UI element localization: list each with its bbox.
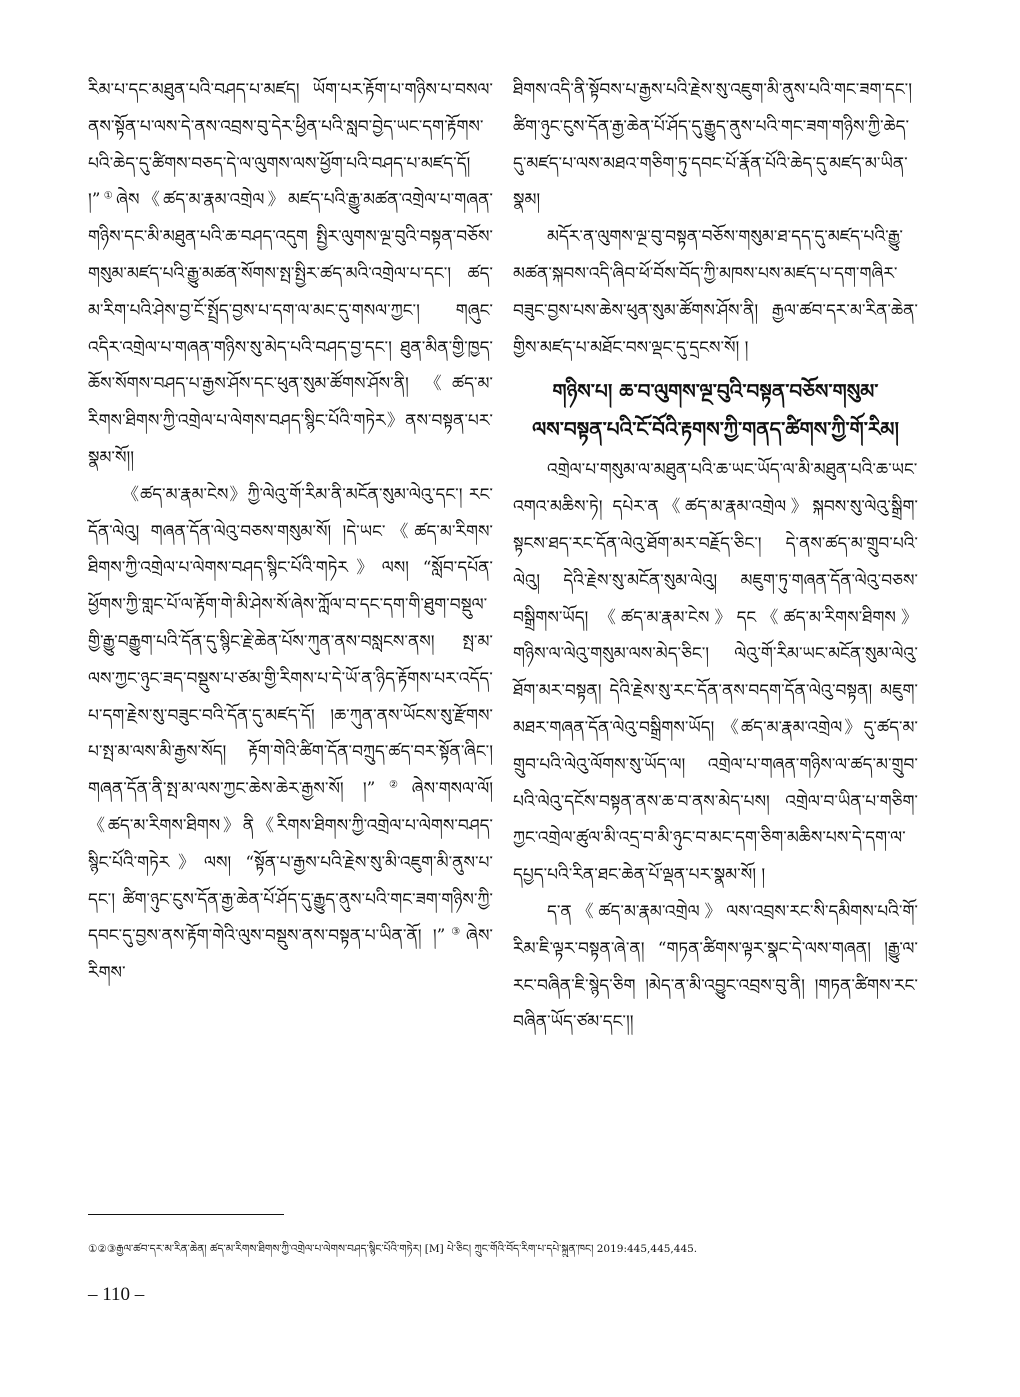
paragraph [88, 72, 493, 477]
paragraph-text: ཞེས་གསལ་ལོ། 《ཚད་མ་རིགས་ཐིགས》ནི《རིགས་ཐིགས་ཀྱི་འགྲེལ་པ་ལེགས་བཤད་སྙིང་པོའི་གཏེར》ལས། “སྟོན་པ་རྒྱས་པའི་རྗེས་སུ་མི་འཇུག་མི་ནུས་པ་དང་། ཚིག་ཉུང་ངུས་དོན་རྒྱ་ཆེན་པོ་ཤོད་དུ་རྒྱུད་ནུས་པའི་གང་ཟག་གཉིས་ཀྱི་དབང་དུ་བྱས་ནས་རྟོག་གེའི་ལུས་བསྡུས་ནས་བསྟན་པ་ཡིན་ནོ། །” [88, 779, 493, 947]
footnote-marker: ③ [445, 926, 467, 938]
paragraph-text: རིམ་པ་དང་མཐུན་པའི་བཤད་པ་མཛད། ཡོག་པར་རྟོག་པ་གཉིས་པ་བསལ་ནས་སྟོན་པ་ལས་དེ་ནས་འབྲས་བུ་དེར་ཕྱིན་པའི་སླབ་བྱེད་ཡང་དག་རྟོགས་པའི་ཆེད་དུ་ཚིགས་བཅད་དེ་ལ་ལུགས་ལས་ཕྱོག་པའི་བཤད་པ་མཛད་དོ། །” [88, 80, 493, 211]
right-column [513, 72, 918, 1041]
heading-line: ལས་བསྟན་པའི་ངོ་བོའི་རྟགས་ཀྱི་གནད་ཚིགས་ཀྱི་གོ་རིམ། [532, 417, 899, 442]
footnote-marker: ② [375, 779, 412, 791]
footnote-markers: ①②③ [88, 1243, 117, 1255]
paragraph-text: 《ཚད་མ་རྣམ་ངེས》ཀྱི་ལེའུ་གོ་རིམ་ནི་མངོན་སུམ་ལེའུ་དང་། རང་དོན་ལེའུ། གཞན་དོན་ལེའུ་བཅས་གསུམ་སོ། །དེ་ཡང་《ཚད་མ་རིགས་ཐིགས་ཀྱི་འགྲེལ་པ་ལེགས་བཤད་སྙིང་པོའི་གཏེར》ལས། “སློབ་དཔོན་ཕྱོགས་ཀྱི་གླང་པོ་ལ་རྟོག་གེ་མི་ཤེས་སོ་ཞེས་ཀློལ་བ་དང་དག་གི་ཐུག་བསྡུལ་གྱི་རྒྱུ་བརྒྱུག་པའི་དོན་དུ་སྙིང་རྗེ་ཆེན་པོས་ཀུན་ནས་བསླངས་ནས། སྤ་མ་ལས་ཀྱང་ཉུང་ཟད་བསྡུས་པ་ཙམ་གྱི་རིགས་པ་དེ་ཡོ་ན་ཉིད་རྟོགས་པར་འདོད་པ་དག་རྗེས་སུ་བཟུང་བའི་དོན་དུ་མཛད་དོ། །ཆ་ཀུན་ནས་ཡོངས་སུ་རྫོགས་པ་སྤ་མ་ལས་མི་རྒྱས་སོད། རྟོག་གེའི་ཚིག་དོན་བཀྲུད་ཚད་བར་སྟོན་ཞིང་། གཞན་དོན་ནི་སྤ་མ་ལས་ཀྱང་ཆེས་ཆེར་རྒྱས་སོ། །” [88, 484, 493, 800]
paragraph [88, 477, 493, 992]
footnote [88, 1241, 920, 1257]
footnote-divider [88, 1214, 284, 1215]
heading-line: གཉིས་པ། ཆ་བ་ལུགས་ལྔ་བུའི་བསྟན་བཅོས་གསུམ་ [552, 379, 879, 404]
footnote-text: རྒྱལ་ཚབ་དར་མ་རིན་ཆེན། ཚད་མ་རིགས་ཐིགས་ཀྱི་འགྲེལ་པ་ལེགས་བཤད་སྙིང་པོའི་གཏེར། [M] པེ་ཅིང། ཀྲུང་གོའི་བོད་རིག་པ་དཔེ་སྐྲུན་ཁང། 2019:445,445,445. [116, 1243, 698, 1255]
page-number: – 110 – [88, 1284, 145, 1305]
paragraph: ཐིགས་འདི་ནི་སྟོབས་པ་རྒྱས་པའི་རྗེས་སུ་འཇུག་མི་ནུས་པའི་གང་ཟག་དང་། ཚིག་ཉུང་ངུས་དོན་རྒྱ་ཆེན་པོ་ཤོད་དུ་རྒྱུད་ནུས་པའི་གང་ཟག་གཉིས་ཀྱི་ཆེད་དུ་མཛད་པ་ལས་མཐའ་གཅིག་ཏུ་དབང་པོ་རྣོན་པོའི་ཆེད་དུ་མཛད་མ་ཡིན་སྣམ། [513, 80, 913, 211]
paragraph-text: ཞེས《ཚད་མ་རྣམ་འགྲེལ》མཛད་པའི་རྒྱུ་མཚན་འགྲེལ་པ་གཞན་གཉིས་དང་མི་མཐུན་པའི་ཆ་བཤད་འདུག སྤྱིར་ལུགས་ལྔ་བུའི་བསྟན་བཅོས་གསུམ་མཛད་པའི་རྒྱུ་མཚན་སོགས་སྤ་སྤྱིར་ཚད་མའི་འགྲེལ་པ་དང་། ཚད་མ་རིག་པའི་ཤེས་བྱ་ངོ་སྤྲོད་བྱས་པ་དག་ལ་མང་དུ་གསལ་ཀྱང་། གཞུང་འདིར་འགྲེལ་པ་གཞན་གཉིས་སུ་མེད་པའི་བཤད་བྱ་དང་། ཐུན་མིན་གྱི་ཁྱད་ཆོས་སོགས་བཤད་པ་རྒྱས་ཤོས་དང་ཕུན་སུམ་ཚོགས་ཤོས་ནི། 《ཚད་མ་རིགས་ཐིགས་ཀྱི་འགྲེལ་པ་ལེགས་བཤད་སྙིང་པོའི་གཏེར》ནས་བསྟན་པར་སྣམ་སོ།། [88, 190, 494, 468]
section-heading [513, 372, 918, 448]
left-column [88, 72, 493, 992]
footnote-marker: ① [100, 190, 117, 202]
paragraph-text: ཞེས་རིགས་ [88, 926, 493, 984]
paragraph: ད་ན《ཚད་མ་རྣམ་འགྲེལ》ལས་འབྲས་རང་སི་དམིགས་པའི་གོ་རིམ་ཇི་ལྟར་བསྟན་ཞེ་ན། “གཏན་ཚིགས་ལྟར་སྣང་དེ་ལས་གཞན། །རྒྱུ་ལ་རང་བཞིན་ཇི་སྙེད་ཅིག །མེད་ན་མི་འབྱུང་འབྲས་བུ་ནི། །གཏན་ཚིགས་རང་བཞིན་ཡོད་ཙམ་དང་།། [513, 901, 918, 1033]
paragraph: འགྲེལ་པ་གསུམ་ལ་མཐུན་པའི་ཆ་ཡང་ཡོད་ལ་མི་མཐུན་པའི་ཆ་ཡང་འགའ་མཆིས་ཏེ། དཔེར་ན《ཚད་མ་རྣམ་འགྲེལ》སྐབས་སུ་ལེའུ་སྒྲིག་སྟངས་ཐད་རང་དོན་ལེའུ་ཐོག་མར་བརྗོད་ཅིང་། དེ་ནས་ཚད་མ་གྲུབ་པའི་ལེའུ། དེའི་རྗེས་སུ་མངོན་སུམ་ལེའུ། མཇུག་ཏུ་གཞན་དོན་ལེའུ་བཅས་བསྒྲིགས་ཡོད། 《ཚད་མ་རྣམ་ངེས》དང《ཚད་མ་རིགས་ཐིགས》གཉིས་ལ་ལེའུ་གསུམ་ལས་མེད་ཅིང་། ལེའུ་གོ་རིམ་ཡང་མངོན་སུམ་ལེའུ་ཐོག་མར་བསྟན། དེའི་རྗེས་སུ་རང་དོན་ནས་བདག་དོན་ལེའུ་བསྟན། མཇུག་མཐར་གཞན་དོན་ལེའུ་བསྒྲིགས་ཡོད། 《ཚད་མ་རྣམ་འགྲེལ》དུ་ཚད་མ་གྲུབ་པའི་ལེའུ་ལོགས་སུ་ཡོད་ལ། འགྲེལ་པ་གཞན་གཉིས་ལ་ཚད་མ་གྲུབ་པའི་ལེའུ་དངོས་བསྟན་ནས་ཆ་བ་ནས་མེད་པས། འགྲེལ་བ་ཡིན་པ་གཅིག་ཀྱང་འགྲེལ་ཚུལ་མི་འདྲ་བ་མི་ཉུང་བ་མང་དག་ཅིག་མཆིས་པས་དེ་དག་ལ་དཔྱད་པའི་རིན་ཐང་ཆེན་པོ་ལྡན་པར་སྣམ་སོ། ། [513, 460, 918, 886]
paragraph: མདོར་ན་ལུགས་ལྔ་བུ་བསྟན་བཅོས་གསུམ་ཐ་དད་དུ་མཛད་པའི་རྒྱུ་མཚན་སྐབས་འདི་ཞིབ་ཕོ་བོས་བོད་ཀྱི་མཁས་པས་མཛད་པ་དག་གཞིར་བཟུང་བྱས་པས་ཆེས་ཕུན་སུམ་ཚོགས་ཤོས་ནི། རྒྱལ་ཚབ་དར་མ་རིན་ཆེན་གྱིས་མཛད་པ་མཐོང་བས་ལྡང་དུ་དྲངས་སོ། ། [513, 227, 918, 358]
